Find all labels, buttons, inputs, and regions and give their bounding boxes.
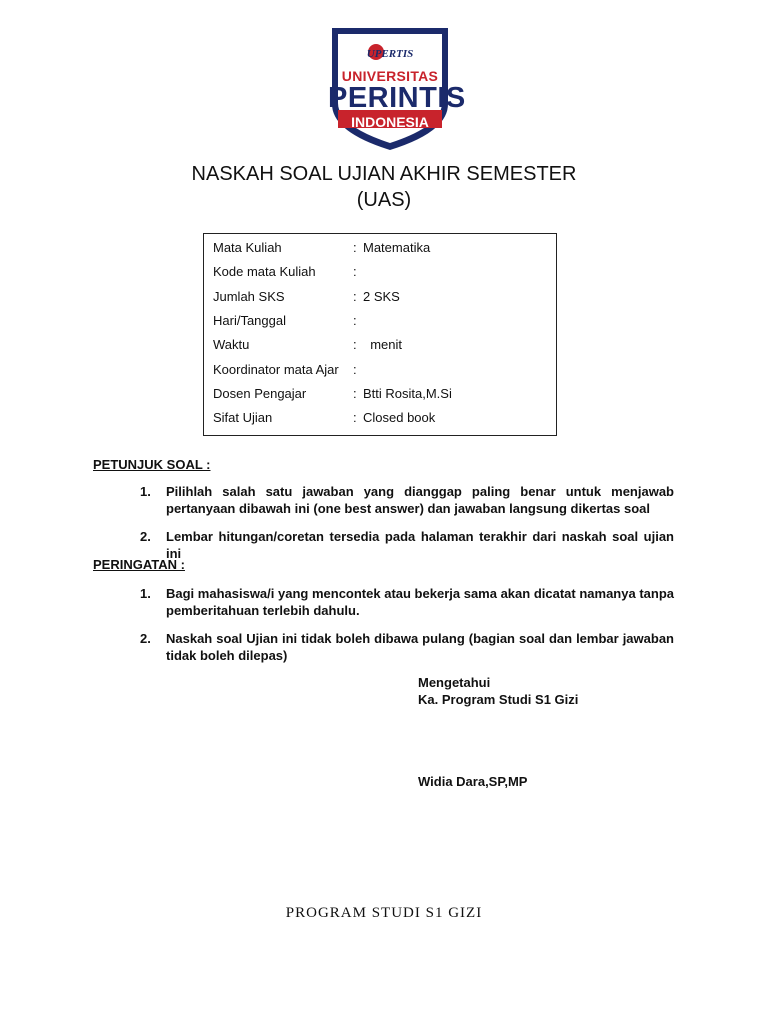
page-title: NASKAH SOAL UJIAN AKHIR SEMESTER xyxy=(191,163,577,185)
info-value: menit xyxy=(363,337,403,352)
info-value: Btti Rosita,M.Si xyxy=(363,386,452,401)
list-text: Bagi mahasiswa/i yang mencontek atau bekerja sama akan dicatat namanya tanpa pemberitahuan terlebih dahulu. xyxy=(166,586,674,618)
list-number: 2. xyxy=(140,529,151,544)
signature-position: Ka. Program Studi S1 Gizi xyxy=(418,692,579,707)
list-number: 1. xyxy=(140,484,151,499)
info-label: Kode mata Kuliah xyxy=(213,264,316,279)
peringatan-title: PERINGATAN : xyxy=(93,557,185,572)
petunjuk-title: PETUNJUK SOAL : xyxy=(93,457,211,472)
info-value: Closed book xyxy=(363,410,436,425)
info-label: Sifat Ujian xyxy=(213,410,273,425)
info-label: Jumlah SKS xyxy=(213,289,285,304)
info-label: Hari/Tanggal xyxy=(213,313,286,328)
signature-name: Widia Dara,SP,MP xyxy=(418,774,528,789)
info-label: Waktu xyxy=(213,337,250,352)
signature-label: Mengetahui xyxy=(418,675,491,690)
logo-universitas-text: UNIVERSITAS xyxy=(341,68,439,84)
info-label: Koordinator mata Ajar xyxy=(213,362,339,377)
info-label: Mata Kuliah xyxy=(213,240,282,255)
info-value: Matematika xyxy=(363,240,431,255)
list-text: Lembar hitungan/coretan tersedia pada halaman terakhir dari naskah soal ujian ini xyxy=(166,529,674,561)
info-label: Dosen Pengajar xyxy=(213,386,307,401)
list-text: Naskah soal Ujian ini tidak boleh dibawa pulang (bagian soal dan lembar jawaban tidak boleh dilepas) xyxy=(166,631,674,663)
logo-indonesia-text: INDONESIA xyxy=(351,114,429,130)
list-number: 1. xyxy=(140,586,151,601)
university-logo xyxy=(328,24,466,152)
page-subtitle: (UAS) xyxy=(356,189,412,211)
list-text: Pilihlah salah satu jawaban yang dianggap paling benar untuk menjawab pertanyaan dibawah ini (one best answer) dan jawaban langsung dikertas soal xyxy=(166,484,674,516)
list-number: 2. xyxy=(140,631,151,646)
logo-perintis-text: PERINTIS xyxy=(328,82,466,114)
exam-info-box: Mata Kuliah : Matematika Kode mata Kuliah : Jumlah SKS : 2 SKS Hari/Tanggal : Waktu : menit Koordinator mata Ajar : Dosen Pengajar : Btti Rosita,M.Si Sifat Ujian : Closed book xyxy=(203,233,557,436)
info-value: 2 SKS xyxy=(363,289,400,304)
footer-program: PROGRAM STUDI S1 GIZI xyxy=(285,905,483,921)
logo-brand-text: UPERTIS xyxy=(366,48,414,60)
